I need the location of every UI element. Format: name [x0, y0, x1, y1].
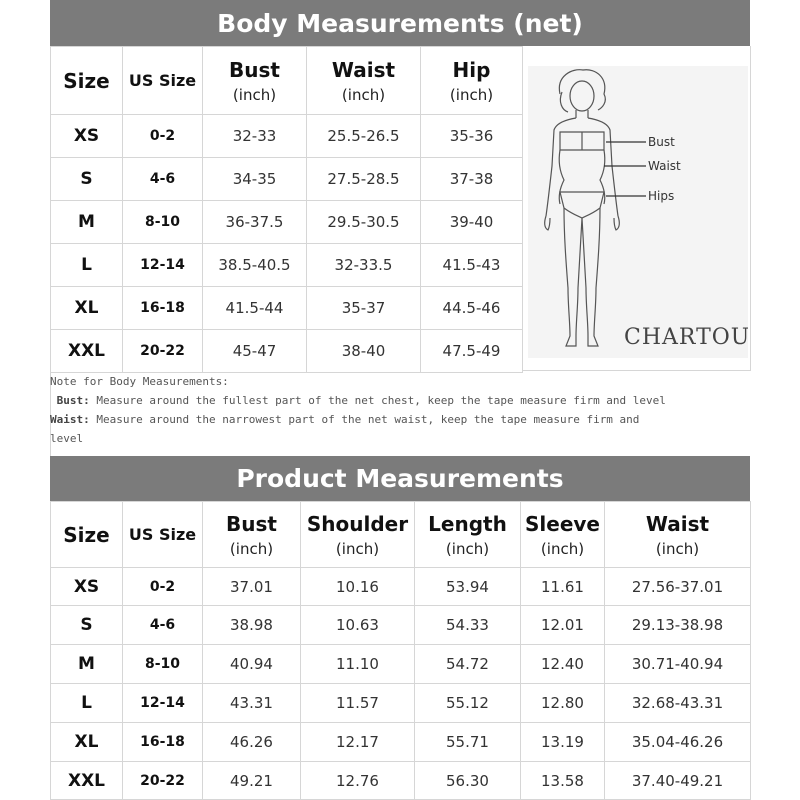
- cell-length: 55.71: [415, 723, 521, 762]
- table-row: [51, 330, 523, 373]
- cell-bust: 37.01: [203, 568, 301, 606]
- col-header-sleeve: Sleeve (inch): [521, 502, 605, 568]
- cell-size: XS: [51, 115, 123, 158]
- notes-waist: [50, 410, 750, 429]
- cell-waist: 38-40: [307, 330, 421, 373]
- cell-waist: 35-37: [307, 287, 421, 330]
- table-row: [51, 606, 751, 645]
- cell-waist: 37.40-49.21: [605, 762, 751, 800]
- body-measurements-title: Body Measurements (net): [50, 0, 750, 46]
- cell-waist: 32.68-43.31: [605, 684, 751, 723]
- cell-waist: 29.13-38.98: [605, 606, 751, 645]
- notes-waist-text: Measure around the narrowest part of the net waist, keep the tape measure firm and: [96, 413, 640, 426]
- unit-label: (inch): [341, 85, 386, 104]
- cell-bust: 38.5-40.5: [203, 244, 307, 287]
- cell-length: 53.94: [415, 568, 521, 606]
- col-header-us-size: US Size: [123, 47, 203, 115]
- cell-hip: 39-40: [421, 201, 523, 244]
- cell-size: L: [51, 244, 123, 287]
- cell-us-size: 0-2: [123, 115, 203, 158]
- col-header-size: Size: [51, 502, 123, 568]
- figure-label-hips: Hips: [648, 189, 675, 203]
- cell-waist: 35.04-46.26: [605, 723, 751, 762]
- cell-bust: 34-35: [203, 158, 307, 201]
- cell-shoulder: 12.17: [301, 723, 415, 762]
- cell-bust: 38.98: [203, 606, 301, 645]
- figure-label-bust: Bust: [648, 135, 675, 149]
- col-header-waist: Waist (inch): [605, 502, 751, 568]
- table-row: [51, 568, 751, 606]
- table-header-row: [51, 502, 751, 568]
- cell-size: M: [51, 201, 123, 244]
- unit-label: (inch): [335, 539, 380, 558]
- cell-size: XL: [51, 723, 123, 762]
- cell-shoulder: 11.10: [301, 645, 415, 684]
- cell-hip: 41.5-43: [421, 244, 523, 287]
- cell-hip: 37-38: [421, 158, 523, 201]
- cell-bust: 36-37.5: [203, 201, 307, 244]
- cell-us-size: 4-6: [123, 606, 203, 645]
- table-header-row: [51, 47, 523, 115]
- cell-length: 54.33: [415, 606, 521, 645]
- cell-waist: 25.5-26.5: [307, 115, 421, 158]
- unit-label: (inch): [540, 539, 585, 558]
- col-header-size: Size: [51, 47, 123, 115]
- unit-label: (inch): [232, 85, 277, 104]
- cell-size: XXL: [51, 762, 123, 800]
- cell-size: XS: [51, 568, 123, 606]
- product-measurements-title: Product Measurements: [50, 456, 750, 501]
- cell-bust: 46.26: [203, 723, 301, 762]
- table-row: [51, 287, 523, 330]
- notes-waist-cont: level: [50, 432, 84, 445]
- col-header-bust: Bust (inch): [203, 502, 301, 568]
- table-row: [51, 201, 523, 244]
- cell-us-size: 4-6: [123, 158, 203, 201]
- cell-us-size: 12-14: [123, 244, 203, 287]
- table-row: [51, 684, 751, 723]
- cell-us-size: 20-22: [123, 330, 203, 373]
- cell-bust: 45-47: [203, 330, 307, 373]
- unit-label: (inch): [229, 539, 274, 558]
- notes-bust: [50, 391, 750, 410]
- table-row: [51, 762, 751, 800]
- cell-size: S: [51, 606, 123, 645]
- cell-hip: 47.5-49: [421, 330, 523, 373]
- cell-us-size: 20-22: [123, 762, 203, 800]
- cell-hip: 44.5-46: [421, 287, 523, 330]
- cell-length: 54.72: [415, 645, 521, 684]
- cell-sleeve: 12.01: [521, 606, 605, 645]
- unit-label: (inch): [655, 539, 700, 558]
- col-header-us-size: US Size: [123, 502, 203, 568]
- cell-waist: 29.5-30.5: [307, 201, 421, 244]
- cell-sleeve: 12.40: [521, 645, 605, 684]
- cell-shoulder: 12.76: [301, 762, 415, 800]
- cell-waist: 32-33.5: [307, 244, 421, 287]
- table-row: [51, 244, 523, 287]
- cell-waist: 27.56-37.01: [605, 568, 751, 606]
- cell-us-size: 8-10: [123, 645, 203, 684]
- cell-sleeve: 13.58: [521, 762, 605, 800]
- notes-waist-label: Waist:: [50, 413, 90, 426]
- cell-us-size: 16-18: [123, 723, 203, 762]
- table-row: [51, 158, 523, 201]
- cell-length: 56.30: [415, 762, 521, 800]
- figure-label-waist: Waist: [648, 159, 681, 173]
- brand-logo: CHARTOU: [624, 325, 748, 350]
- cell-sleeve: 13.19: [521, 723, 605, 762]
- cell-size: L: [51, 684, 123, 723]
- cell-bust: 40.94: [203, 645, 301, 684]
- body-figure-illustration: [528, 66, 748, 358]
- cell-length: 55.12: [415, 684, 521, 723]
- table-row: [51, 115, 523, 158]
- cell-sleeve: 11.61: [521, 568, 605, 606]
- body-measurement-notes: [50, 372, 750, 456]
- cell-sleeve: 12.80: [521, 684, 605, 723]
- cell-bust: 41.5-44: [203, 287, 307, 330]
- cell-bust: 43.31: [203, 684, 301, 723]
- cell-size: S: [51, 158, 123, 201]
- cell-waist: 30.71-40.94: [605, 645, 751, 684]
- unit-label: (inch): [449, 85, 494, 104]
- cell-shoulder: 10.63: [301, 606, 415, 645]
- cell-us-size: 12-14: [123, 684, 203, 723]
- cell-us-size: 8-10: [123, 201, 203, 244]
- col-header-bust: Bust (inch): [203, 47, 307, 115]
- notes-bust-label: Bust:: [56, 394, 90, 407]
- unit-label: (inch): [445, 539, 490, 558]
- cell-bust: 32-33: [203, 115, 307, 158]
- cell-shoulder: 10.16: [301, 568, 415, 606]
- notes-title: Note for Body Measurements:: [50, 375, 229, 388]
- cell-size: XL: [51, 287, 123, 330]
- table-row: [51, 645, 751, 684]
- cell-size: XXL: [51, 330, 123, 373]
- table-row: [51, 723, 751, 762]
- cell-bust: 49.21: [203, 762, 301, 800]
- cell-waist: 27.5-28.5: [307, 158, 421, 201]
- cell-size: M: [51, 645, 123, 684]
- col-header-hip: Hip (inch): [421, 47, 523, 115]
- notes-bust-text: Measure around the fullest part of the net chest, keep the tape measure firm and level: [96, 394, 666, 407]
- cell-us-size: 16-18: [123, 287, 203, 330]
- body-measurements-table: [50, 46, 523, 373]
- col-header-waist: Waist (inch): [307, 47, 421, 115]
- col-header-length: Length (inch): [415, 502, 521, 568]
- product-measurements-table: [50, 501, 751, 800]
- col-header-shoulder: Shoulder (inch): [301, 502, 415, 568]
- body-figure-icon: [528, 66, 748, 358]
- cell-shoulder: 11.57: [301, 684, 415, 723]
- cell-us-size: 0-2: [123, 568, 203, 606]
- cell-hip: 35-36: [421, 115, 523, 158]
